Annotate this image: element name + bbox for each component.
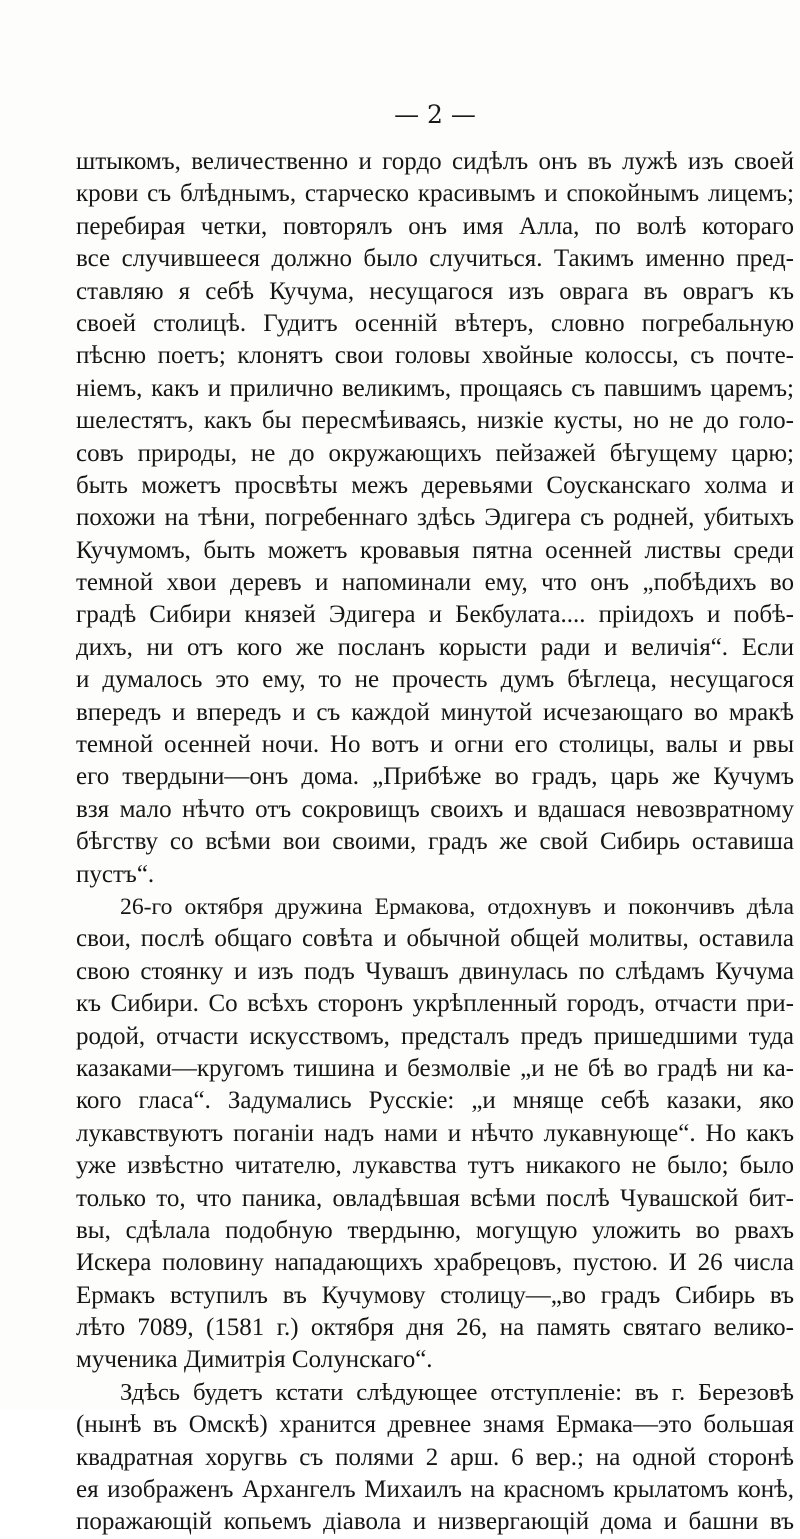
- text-line: лѣто 7089, (1581 г.) октября дня 26, на память святаго велико-: [76, 1314, 794, 1342]
- text-line: пустъ“.: [76, 860, 155, 888]
- text-line: бѣгству со всѣми вои своими, градъ же свой Сибирь оставиша: [76, 828, 794, 856]
- text-line: Здѣсь будетъ кстати слѣдующее отступленiе: въ г. Березовѣ: [120, 1378, 794, 1406]
- text-line: ставляю я себѣ Кучума, несущагося изъ оврага въ оврагъ къ: [76, 277, 794, 305]
- text-line: совъ природы, не до окружающихъ пейзажей бѣгущему царю;: [76, 439, 794, 467]
- text-line: квадратная хоругвь съ полями 2 арш. 6 вер.; на одной сторонѣ: [76, 1443, 794, 1471]
- text-line: къ Сибири. Со всѣхъ сторонъ укрѣпленный городъ, отчасти при-: [76, 990, 794, 1018]
- text-line: Ермакъ вступилъ въ Кучумову столицу—„во градъ Сибирь въ: [76, 1281, 794, 1309]
- text-line: его твердыни—онъ дома. „Прибѣже во градъ, царь же Кучумъ: [76, 763, 794, 791]
- text-line: впередъ и впередъ и съ каждой минутой исчезающаго во мракѣ: [76, 698, 794, 726]
- text-line: Кучумомъ, быть можетъ кровавыя пятна осенней листвы среди: [76, 536, 794, 564]
- text-line: лукавствуютъ поганiи надъ нами и нѣчто лукавнующе“. Но какъ: [76, 1119, 794, 1147]
- text-line: только то, что паника, овладѣвшая всѣми послѣ Чувашской бит-: [76, 1184, 794, 1212]
- text-line: штыкомъ, величественно и гордо сидѣлъ онъ въ лужѣ изъ своей: [76, 148, 794, 175]
- text-line: градѣ Сибири князей Эдигера и Бекбулата.... прiидохъ и побѣ-: [76, 601, 794, 629]
- text-line: пѣсню поетъ; клонятъ свои головы хвойные колоссы, съ почте-: [76, 342, 794, 370]
- text-line: все случившееся должно было случиться. Такимъ именно пред-: [76, 245, 794, 273]
- page-number: — 2 —: [394, 100, 476, 129]
- text-line: (нынѣ въ Омскѣ) хранится древнее знамя Ермака—это большая: [76, 1411, 794, 1439]
- text-line: родой, отчасти искусствомъ, предсталъ предъ пришедшими туда: [76, 1022, 794, 1050]
- text-line: похожи на тѣни, погребеннаго здѣсь Эдигера съ родней, убитыхъ: [76, 504, 794, 532]
- text-line: своей столицѣ. Гудитъ осеннiй вѣтеръ, словно погребальную: [76, 309, 794, 337]
- text-line: крови съ блѣднымъ, старческо красивымъ и спокойнымъ лицемъ;: [76, 180, 794, 208]
- text-line: шелестятъ, какъ бы пересмѣиваясь, низкiе кусты, но не до голо-: [76, 407, 794, 435]
- text-line: Искера половину нападающихъ храбрецовъ, пустою. И 26 числа: [76, 1249, 794, 1277]
- text-line: перебирая четки, повторялъ онъ имя Алла, по волѣ котораго: [76, 212, 794, 240]
- text-line: взя мало нѣчто отъ сокровищъ своихъ и вдашася невозвратному: [76, 795, 794, 823]
- text-line: кого гласа“. Задумались Русскiе: „и мняще себѣ казаки, яко: [76, 1087, 794, 1115]
- text-line: дихъ, ни отъ кого же посланъ корысти ради и величiя“. Если: [76, 633, 794, 661]
- text-line: мученика Димитрiя Солунскаго“.: [76, 1346, 433, 1374]
- text-line: 26-го октября дружина Ермакова, отдохнувъ и покончивъ дѣла: [120, 893, 794, 920]
- body-text: [76, 146, 794, 1539]
- text-line: свои, послѣ общаго совѣта и обычной общей молитвы, оставила: [76, 925, 794, 953]
- text-line: ея изображенъ Архангелъ Михаилъ на красномъ крылатомъ конѣ,: [76, 1476, 794, 1504]
- text-line: вы, сдѣлала подобную твердыню, могущую уложить во рвахъ: [76, 1216, 794, 1244]
- text-line: казаками—кругомъ тишина и безмолвiе „и не бѣ во градѣ ни ка-: [76, 1054, 794, 1082]
- text-line: уже извѣстно читателю, лукавства тутъ никакого не было; было: [76, 1152, 794, 1180]
- text-line: быть можетъ просвѣты межъ деревьями Соусканскаго холма и: [76, 471, 794, 499]
- text-line: темной осенней ночи. Но вотъ и огни его столицы, валы и рвы: [76, 731, 794, 759]
- text-line: и думалось это ему, то не прочесть думъ бѣглеца, несущагося: [76, 666, 794, 694]
- text-line: темной хвои деревъ и напоминали ему, что онъ „побѣдихъ во: [76, 569, 794, 597]
- text-line: поражающiй копьемъ дiавола и низвергающiй дома и башни въ: [76, 1508, 794, 1536]
- text-line: свою стоянку и изъ подъ Чувашъ двинулась по слѣдамъ Кучума: [76, 957, 794, 985]
- text-line: нiемъ, какъ и прилично великимъ, прощаясь съ павшимъ царемъ;: [76, 374, 794, 402]
